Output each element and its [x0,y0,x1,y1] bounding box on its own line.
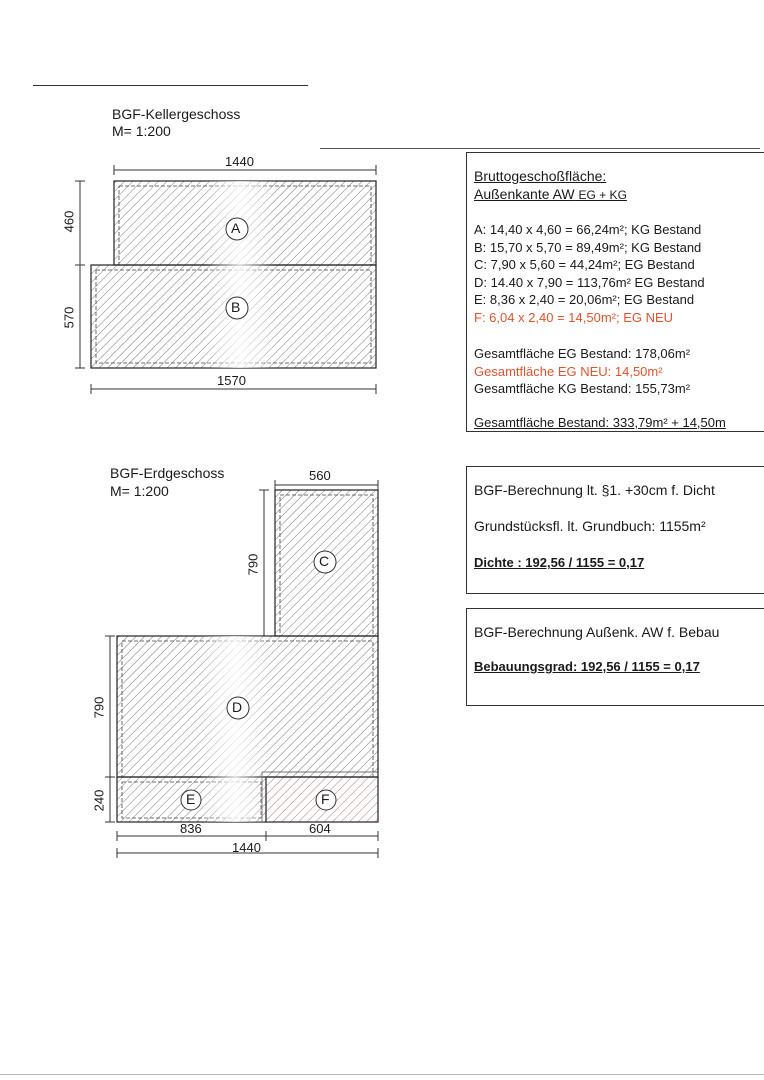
keller-scale: M= 1:200 [112,123,171,139]
area-e-label: E [186,791,196,807]
dim-erd-e: 240 [91,789,107,812]
summary-lines [474,221,705,326]
summary-box [466,152,764,432]
bottom-rule [0,1074,764,1075]
dim-keller-b: 570 [61,306,77,329]
total-kg-bestand: Gesamtfläche KG Bestand: 155,73m² [474,381,691,396]
erd-scale: M= 1:200 [110,483,169,499]
dim-erd-total: 1440 [232,840,261,855]
dim-erd-f-width: 604 [309,821,331,836]
bebauung-box [466,608,764,706]
keller-plan [75,165,376,394]
area-f-label: F [321,791,330,807]
erd-title: BGF-Erdgeschoss [110,465,225,481]
summary-line-f: F: 6,04 x 2,40 = 14,50m²; EG NEU [474,309,674,325]
area-a-label: A [231,220,241,236]
bebauung-result: Bebauungsgrad: 192,56 / 1155 = 0,17 [474,659,700,674]
bebauung-line-1: BGF-Berechnung Außenk. AW f. Bebau [474,624,720,640]
summary-line-e: E: 8,36 x 2,40 = 20,06m²; EG Bestand [474,292,695,307]
area-b-label: B [231,299,241,315]
total-eg-bestand: Gesamtfläche EG Bestand: 178,06m² [474,346,691,361]
summary-heading [474,167,627,204]
summary-line-c: C: 7,90 x 5,60 = 44,24m²; EG Bestand [474,257,695,272]
keller-title: BGF-Kellergeschoss [112,106,241,122]
dichte-result: Dichte : 192,56 / 1155 = 0,17 [474,555,645,570]
dim-erd-e-width: 836 [180,821,202,836]
summary-heading-2-main: Außenkante AW [474,186,575,202]
erd-plan [105,480,378,858]
area-c-label: C [319,553,330,569]
dim-keller-top: 1440 [225,154,254,169]
dichte-line-1: BGF-Berechnung lt. §1. +30cm f. Dicht [474,482,715,498]
dim-erd-c: 790 [245,553,261,576]
dim-keller-a: 460 [61,210,77,233]
dim-erd-top: 560 [309,468,331,483]
dichte-box [466,466,764,594]
summary-heading-2-small: EG + KG [578,188,627,202]
summary-line-a: A: 14,40 x 4,60 = 66,24m²; KG Bestand [474,222,702,237]
area-d-label: D [232,699,243,715]
dichte-line-2: Grundstücksfl. lt. Grundbuch: 1155m² [474,518,706,534]
total-eg-neu: Gesamtfläche EG NEU: 14,50m² [474,363,663,379]
summary-heading-2 [474,185,627,204]
summary-line-d: D: 14.40 x 7,90 = 113,76m² EG Bestand [474,274,705,290]
dim-erd-d: 790 [91,696,107,719]
summary-line-b: B: 15,70 x 5,70 = 89,49m²; KG Bestand [474,239,702,255]
summary-heading-1: Bruttogeschoßfläche: [474,168,607,184]
dim-keller-bottom: 1570 [217,373,246,388]
total-bestand: Gesamtfläche Bestand: 333,79m² + 14,50m [474,415,726,430]
summary-totals [474,345,690,398]
